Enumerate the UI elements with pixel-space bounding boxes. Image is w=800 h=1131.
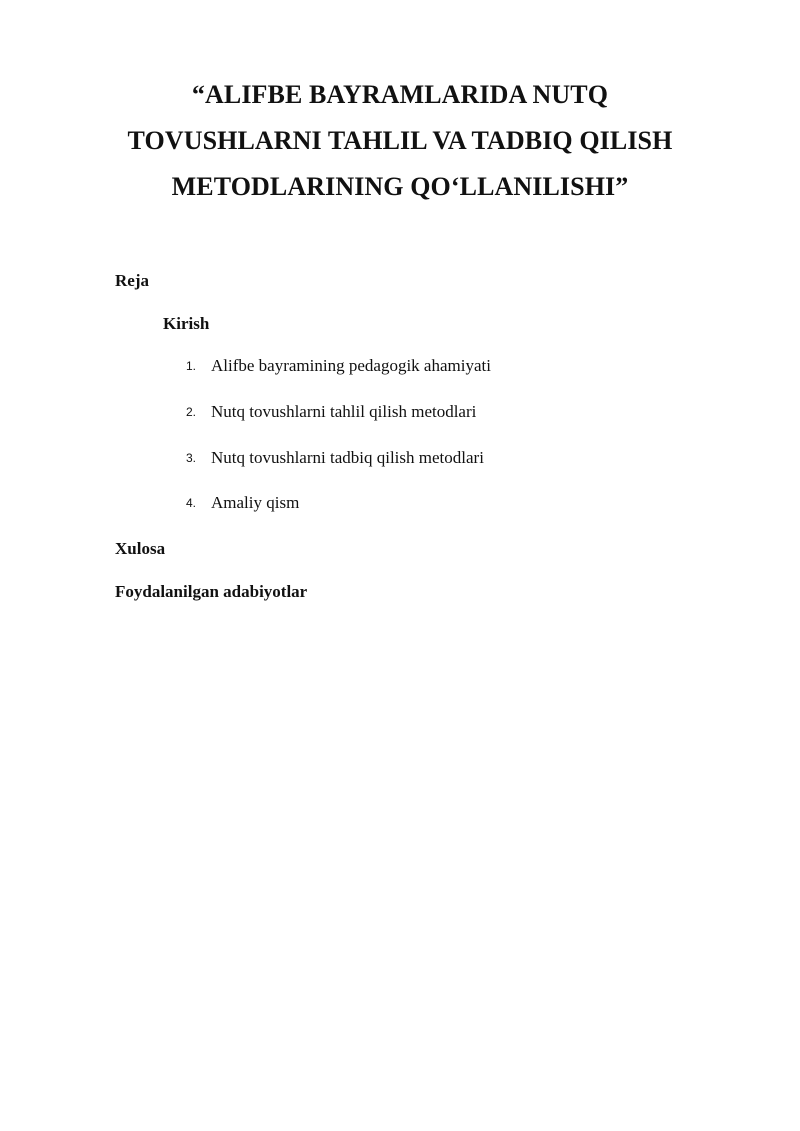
conclusion-heading: Xulosa (115, 539, 166, 558)
list-item (186, 447, 484, 469)
list-item-text: Nutq tovushlarni tadbiq qilish metodlari (211, 448, 484, 467)
plan-heading: Reja (115, 271, 149, 290)
list-item-number: 4. (186, 496, 197, 510)
references-heading: Foydalanilgan adabiyotlar (115, 582, 308, 601)
list-item (186, 492, 299, 514)
title-line: “ALIFBE BAYRAMLARIDA NUTQ (191, 80, 609, 109)
list-item-text: Amaliy qism (211, 493, 300, 512)
list-item-number: 3. (186, 451, 197, 465)
list-item-number: 2. (186, 405, 197, 419)
list-item-number: 1. (186, 359, 197, 373)
list-item-text: Alifbe bayramining pedagogik ahamiyati (211, 356, 491, 375)
list-item-text: Nutq tovushlarni tahlil qilish metodlari (211, 402, 477, 421)
title-line: METODLARINING QO‘LLANILISHI” (171, 172, 629, 201)
intro-heading: Kirish (163, 314, 210, 333)
title-line: TOVUSHLARNI TAHLIL VA TADBIQ QILISH (127, 126, 673, 155)
document-title (60, 72, 740, 210)
list-item (186, 401, 476, 423)
list-item (186, 355, 491, 377)
